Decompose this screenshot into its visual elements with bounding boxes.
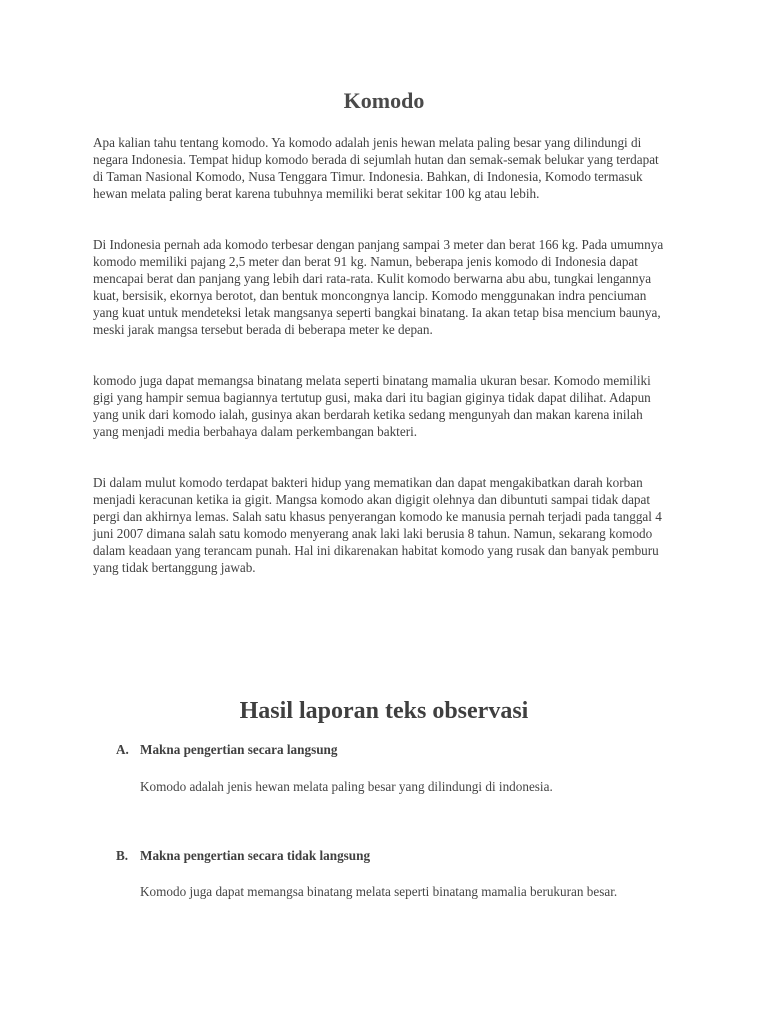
section-a-letter: A. [116,742,129,757]
section-b-body: Komodo juga dapat memangsa binatang melata seperti binatang mamalia berukuran besar. [140,884,618,899]
section-a-heading [116,742,337,758]
section-b-heading [116,848,370,864]
paragraph-3: komodo juga dapat memangsa binatang melata seperti binatang mamalia ukuran besar. Komodo memiliki gigi yang hampir semua bagiannya tertutup gusi, maka dari itu bagian giginya tidak dapat dilihat. Adapun yang unik dari komodo ialah, gusinya akan berdarah ketika sedang mengunyah dan makan karena inilah yang menjadi media berbahaya dalam perkembangan bakteri. [93,373,651,440]
report-title: Hasil laporan teks observasi [239,698,529,724]
paragraph-2: Di Indonesia pernah ada komodo terbesar dengan panjang sampai 3 meter dan berat 166 kg. Pada umumnya komodo memiliki pajang 2,5 meter dan berat 91 kg. Namun, beberapa jenis komodo di Indonesia dapat mencapai berat dan panjang yang lebih dari rata-rata. Kulit komodo berwarna abu abu, tungkai lengannya kuat, bersisik, ekornya berotot, dan bentuk moncongnya lancip. Komodo menggunakan indra penciuman yang kuat untuk mendeteksi letak mangsanya seperti bangkai binatang. Ia akan tetap bisa mencium baunya, meski jarak mangsa tersebut berada di beberapa meter ke depan. [93,237,664,338]
section-b-title: Makna pengertian secara tidak langsung [140,848,371,863]
section-b-letter: B. [116,848,129,863]
section-a-title: Makna pengertian secara langsung [140,742,338,757]
document-title: Komodo [343,88,425,113]
paragraph-1: Apa kalian tahu tentang komodo. Ya komodo adalah jenis hewan melata paling besar yang dilindungi di negara Indonesia. Tempat hidup komodo berada di sejumlah hutan dan semak-semak belukar yang terdapat di Taman Nasional Komodo, Nusa Tenggara Timur. Indonesia. Bahkan, di Indonesia, Komodo termasuk hewan melata paling berat karena tubuhnya memiliki berat sekitar 100 kg atau lebih. [93,135,659,202]
section-a-body: Komodo adalah jenis hewan melata paling besar yang dilindungi di indonesia. [140,779,553,794]
paragraph-4: Di dalam mulut komodo terdapat bakteri hidup yang mematikan dan dapat mengakibatkan darah korban menjadi keracunan ketika ia gigit. Mangsa komodo akan digigit olehnya dan dibuntuti sampai tidak dapat pergi dan akhirnya lemas. Salah satu khasus penyerangan komodo ke manusia pernah terjadi pada tanggal 4 juni 2007 dimana salah satu komodo menyerang anak laki laki berusia 8 tahun. Namun, sekarang komodo dalam keadaan yang terancam punah. Hal ini dikarenakan habitat komodo yang rusak dan banyak pemburu yang tidak bertanggung jawab. [93,475,662,576]
